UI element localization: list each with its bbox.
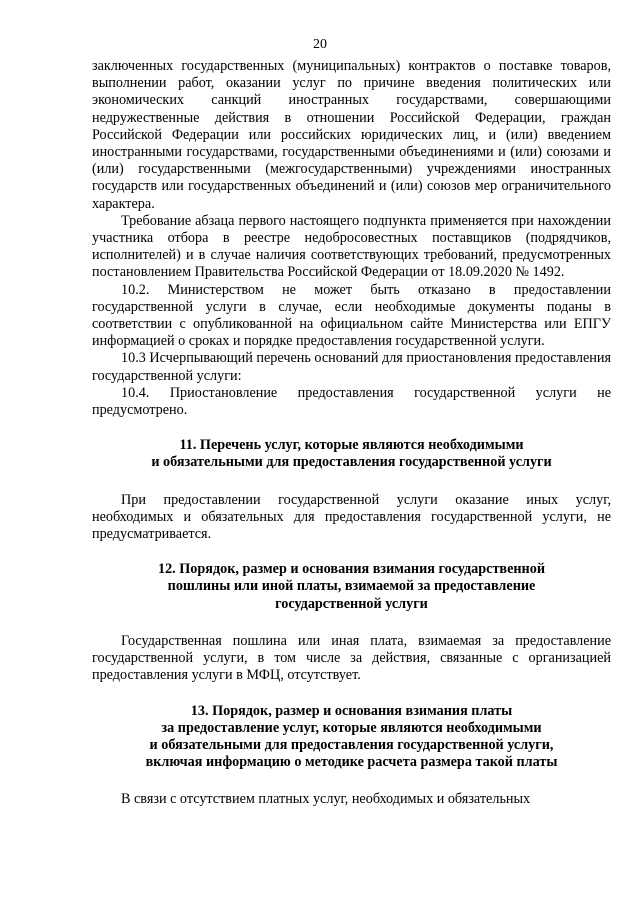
section-13-heading: 13. Порядок, размер и основания взимания платы за предоставление услуг, которые являются необходимыми и обязательными для предоставления государственной услуги, включая информацию о методике расчета размера такой платы [145, 702, 558, 771]
paragraph-10-4: 10.4. Приостановление предоставления государственной услуги не предусмотрено. [92, 384, 611, 419]
paragraph-section-12: Государственная пошлина или иная плата, взимаемая за предоставление государственной услуги, в том числе за действия, связанные с организацией предоставления услуги в МФЦ, отсутствует. [92, 632, 611, 684]
section-11-heading: 11. Перечень услуг, которые являются необходимыми и обязательными для предоставления государственной услуги [151, 437, 552, 471]
paragraph-sanctions: заключенных государственных (муниципальных) контрактов о поставке товаров, выполнении работ, оказании услуг по причине введения политических или экономических санкций иностранных государствами, совершающими недружественные действия в отношении Российской Федерации, граждан Российской Федерации или российских юридических лиц, и (или) введением иностранными государствами, государственными объединениями и (или) союзами и (или) государственными (межгосударственными) учреждениями иностранных государств или государственных объединений и (или) союзов мер ограничительного характера. [92, 58, 611, 212]
page-content [92, 58, 611, 809]
paragraph-10-3: 10.3 Исчерпывающий перечень оснований для приостановления предоставления государственной услуги: [92, 350, 611, 384]
paragraph-10-2: 10.2. Министерством не может быть отказано в предоставлении государственной услуги в случае, если необходимые документы поданы в соответствии с опубликованной на официальном сайте Министерства или ЕПГУ информацией о сроках и порядке предоставления государственной услуги. [92, 281, 611, 350]
paragraph-section-11: При предоставлении государственной услуги оказание иных услуг, необходимых и обязательных для предоставления государственной услуги, не предусматривается. [92, 491, 611, 543]
paragraph-requirement: Требование абзаца первого настоящего подпункта применяется при нахождении участника отбора в реестре недобросовестных поставщиков (подрядчиков, исполнителей) и в случае наличия соответствующих требований, предусмотренных постановлением Правительства Российской Федерации от 18.09.2020 № 1492. [92, 212, 611, 281]
section-12-heading: 12. Порядок, размер и основания взимания государственной пошлины или иной платы, взимаемой за предоставление государственной услуги [157, 561, 546, 612]
paragraph-section-13: В связи с отсутствием платных услуг, необходимых и обязательных [121, 791, 531, 808]
page-number: 20 [313, 37, 327, 52]
